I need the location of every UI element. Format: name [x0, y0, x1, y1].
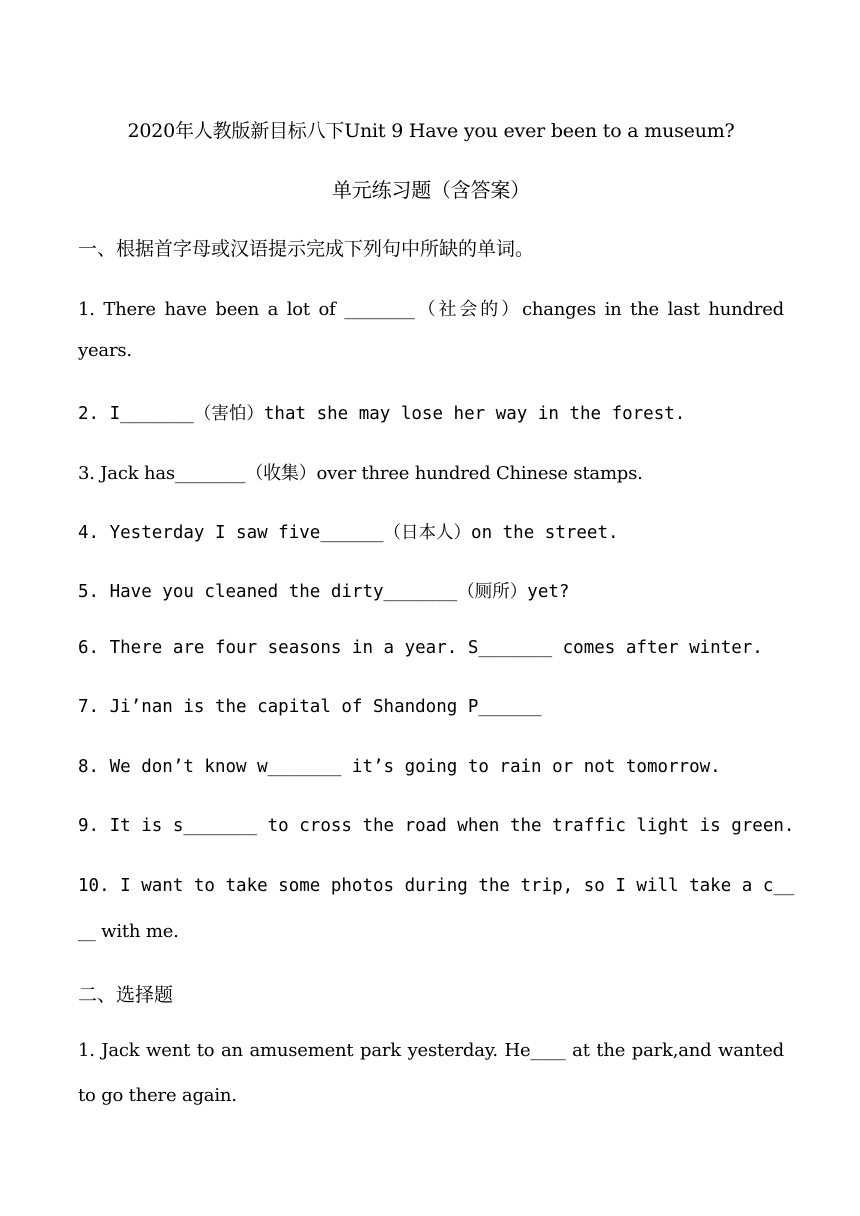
section-heading-multiple-choice: 二、选择题 — [78, 984, 174, 1006]
question-1-line-1: 1. There have been a lot of ________（社会的）changes in the last hundred — [78, 299, 784, 320]
question-2: 2. I_______（害怕）that she may lose her way in the forest. — [78, 404, 686, 424]
choice-question-1-line-1: 1. Jack went to an amusement park yesterday. He____ at the park,and wanted — [78, 1040, 784, 1061]
document-subtitle: 单元练习题（含答案） — [332, 178, 530, 202]
document-title: 2020年人教版新目标八下Unit 9 Have you ever been to a museum? — [127, 120, 735, 142]
question-3: 3. Jack has________（收集）over three hundred Chinese stamps. — [78, 463, 643, 484]
question-4: 4. Yesterday I saw five______（日本人）on the street. — [78, 523, 619, 543]
question-10-line-1: 10. I want to take some photos during the trip, so I will take a c__ — [78, 876, 795, 896]
question-10-line-2: __ with me. — [78, 921, 179, 942]
document-page — [78, 0, 795, 1216]
question-6: 6. There are four seasons in a year. S_______ comes after winter. — [78, 638, 763, 658]
question-7: 7. Ji’nan is the capital of Shandong P______ — [78, 697, 542, 717]
question-1-line-2: years. — [78, 340, 132, 361]
section-heading-fill-in: 一、根据首字母或汉语提示完成下列句中所缺的单词。 — [78, 238, 535, 260]
question-9: 9. It is s_______ to cross the road when the traffic light is green. — [78, 816, 795, 836]
choice-question-1-line-2: to go there again. — [78, 1085, 237, 1106]
question-8: 8. We don’t know w_______ it’s going to rain or not tomorrow. — [78, 757, 721, 777]
question-5: 5. Have you cleaned the dirty_______（厕所）yet? — [78, 582, 570, 602]
